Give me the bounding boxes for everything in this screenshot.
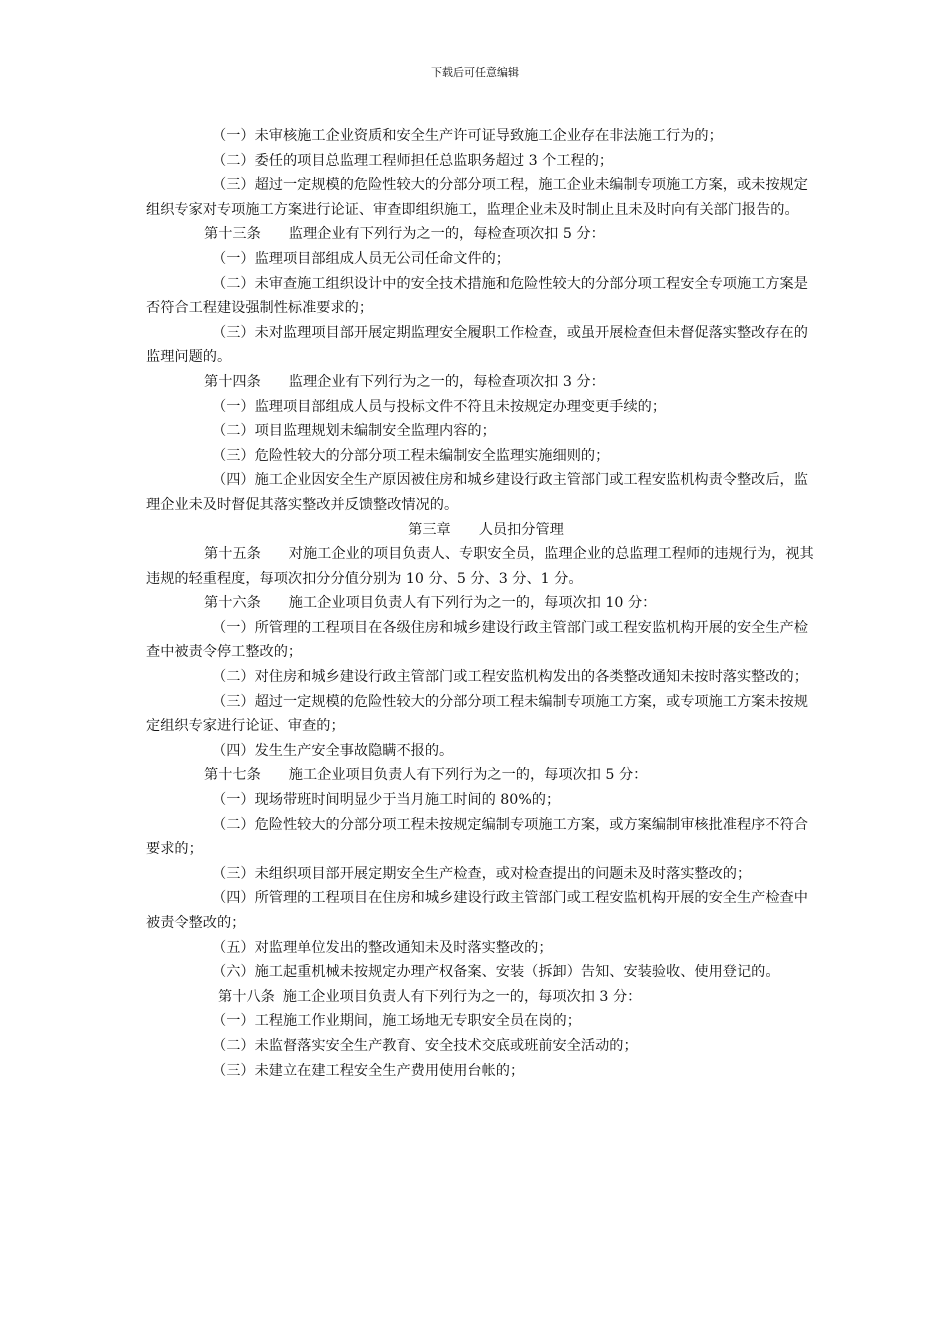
- list-item: [146, 788, 816, 813]
- article-text: 监理企业有下列行为之一的，每检查项次扣 3 分：: [288, 373, 605, 390]
- item-text: （一）工程施工作业期间，施工场地无专职安全员在岗的；: [212, 1013, 581, 1030]
- item-text: （二）未审查施工组织设计中的安全技术措施和危险性较大的分部分项工程安全专项施工方案是否符合工程建设强制性标准要求的；: [146, 275, 808, 317]
- article-number: 第十四条: [204, 373, 261, 390]
- list-item: [146, 149, 816, 174]
- document-body: [146, 124, 816, 1083]
- chapter-number: 第三章: [408, 521, 451, 538]
- article-text: 对施工企业的项目负责人、专职安全员，监理企业的总监理工程师的违规行为，视其违规的轻重程度，每项次扣分分值分别为 10 分、5 分、3 分、1 分。: [146, 546, 814, 587]
- list-item: [146, 321, 816, 370]
- article-paragraph: [146, 591, 816, 616]
- list-item: [146, 739, 816, 764]
- list-item: [146, 1009, 816, 1034]
- article-paragraph: [146, 542, 816, 591]
- list-item: [146, 616, 816, 665]
- chapter-title: 人员扣分管理: [478, 521, 564, 538]
- list-item: [146, 936, 816, 961]
- article-paragraph: [146, 222, 816, 247]
- article-number: 第十七条: [204, 767, 261, 784]
- item-text: （四）发生生产安全事故隐瞒不报的。: [212, 742, 454, 759]
- list-item: [146, 1034, 816, 1059]
- list-item: [146, 272, 816, 321]
- item-text: （四）所管理的工程项目在住房和城乡建设行政主管部门或工程安监机构开展的安全生产检查中被责令整改的；: [146, 890, 808, 931]
- item-text: （三）未对监理项目部开展定期监理安全履职工作检查，或虽开展检查但未督促落实整改存在的监理问题的。: [146, 324, 808, 366]
- item-text: （四）施工企业因安全生产原因被住房和城乡建设行政主管部门或工程安监机构责令整改后，监理企业未及时督促其落实整改并反馈整改情况的。: [146, 472, 808, 513]
- article-number: 第十三条: [204, 226, 261, 243]
- list-item: [146, 690, 816, 739]
- chapter-heading: [146, 518, 816, 543]
- list-item: [146, 173, 816, 222]
- list-item: [146, 813, 816, 862]
- item-text: （一）未审核施工企业资质和安全生产许可证导致施工企业存在非法施工行为的；: [212, 128, 723, 144]
- list-item: [146, 419, 816, 444]
- article-text: 监理企业有下列行为之一的，每检查项次扣 5 分：: [288, 226, 605, 243]
- item-text: （二）对住房和城乡建设行政主管部门或工程安监机构发出的各类整改通知未按时落实整改的；: [212, 669, 808, 686]
- item-text: （三）未组织项目部开展定期安全生产检查，或对检查提出的问题未及时落实整改的；: [212, 865, 752, 882]
- item-text: （二）项目监理规划未编制安全监理内容的；: [212, 423, 496, 440]
- item-text: （二）危险性较大的分部分项工程未按规定编制专项施工方案，或方案编制审核批准程序不符合要求的；: [146, 816, 808, 858]
- page-header: 下载后可任意编辑: [431, 66, 519, 79]
- item-text: （三）未建立在建工程安全生产费用使用台帐的；: [212, 1062, 525, 1079]
- item-text: （一）监理项目部组成人员无公司任命文件的；: [212, 250, 510, 267]
- article-number: 第十八条: [218, 988, 275, 1005]
- article-paragraph: [146, 985, 816, 1010]
- article-text: 施工企业项目负责人有下列行为之一的，每项次扣 3 分：: [282, 988, 642, 1005]
- list-item: [146, 395, 816, 420]
- item-text: （一）所管理的工程项目在各级住房和城乡建设行政主管部门或工程安监机构开展的安全生产检查中被责令停工整改的；: [146, 619, 808, 661]
- list-item: [146, 960, 816, 985]
- article-paragraph: [146, 370, 816, 395]
- list-item: [146, 886, 816, 935]
- article-paragraph: [146, 763, 816, 788]
- list-item: [146, 444, 816, 469]
- item-text: （一）监理项目部组成人员与投标文件不符且未按规定办理变更手续的；: [212, 398, 667, 415]
- list-item: [146, 665, 816, 690]
- item-text: （二）未监督落实安全生产教育、安全技术交底或班前安全活动的；: [212, 1037, 638, 1054]
- item-text: （六）施工起重机械未按规定办理产权备案、安装（拆卸）告知、安装验收、使用登记的。: [212, 964, 780, 981]
- list-item: [146, 247, 816, 272]
- item-text: （一）现场带班时间明显少于当月施工时间的 80%的；: [212, 792, 561, 809]
- article-text: 施工企业项目负责人有下列行为之一的，每项次扣 10 分：: [288, 595, 657, 612]
- article-number: 第十六条: [204, 595, 261, 612]
- item-text: （三）危险性较大的分部分项工程未编制安全监理实施细则的；: [212, 447, 610, 464]
- list-item: [146, 124, 816, 149]
- list-item: [146, 862, 816, 887]
- item-text: （三）超过一定规模的危险性较大的分部分项工程，施工企业未编制专项施工方案，或未按规定组织专家对专项施工方案进行论证、审查即组织施工，监理企业未及时制止且未及时向有关部门报告的。: [146, 177, 808, 218]
- item-text: （二）委任的项目总监理工程师担任总监职务超过 3 个工程的；: [212, 152, 614, 169]
- item-text: （五）对监理单位发出的整改通知未及时落实整改的；: [212, 939, 553, 956]
- article-text: 施工企业项目负责人有下列行为之一的，每项次扣 5 分：: [288, 767, 648, 784]
- article-number: 第十五条: [204, 546, 261, 563]
- list-item: [146, 1059, 816, 1084]
- item-text: （三）超过一定规模的危险性较大的分部分项工程未编制专项施工方案，或专项施工方案未按规定组织专家进行论证、审查的；: [146, 693, 808, 735]
- list-item: [146, 468, 816, 517]
